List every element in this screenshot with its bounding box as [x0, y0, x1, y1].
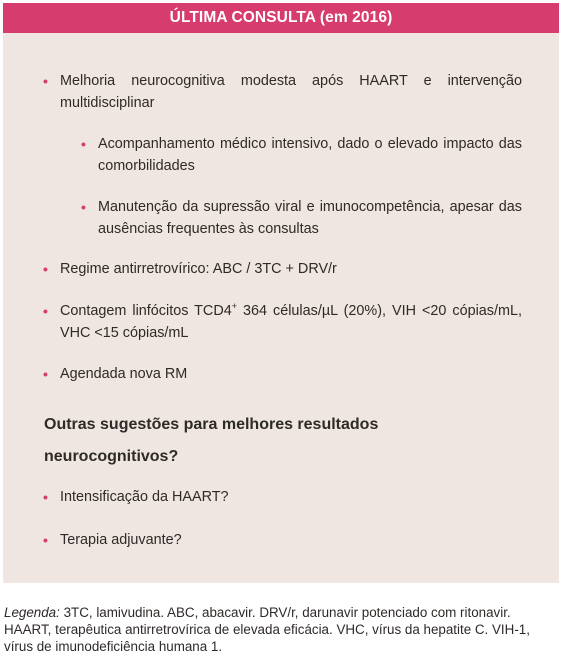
- list-item: • Regime antirretrovírico: ABC / 3TC + DRV/r: [60, 259, 522, 281]
- list-item: • Agendada nova RM: [60, 364, 522, 386]
- subheading: Outras sugestões para melhores resultados neurocognitivos?: [44, 416, 379, 465]
- bullet-icon: •: [43, 73, 48, 89]
- bullet-icon: •: [81, 199, 86, 215]
- consultation-box: [3, 3, 559, 583]
- list-item: • Terapia adjuvante?: [60, 530, 522, 552]
- bullet-icon: •: [43, 489, 48, 505]
- list-item: • Acompanhamento médico intensivo, dado o elevado impacto das comorbilidades: [81, 136, 522, 174]
- list-item: • Contagem linfócitos TCD4+ 364 células/µL (20%), VIH <20 cópias/mL, VHC <15 cópias/mL: [43, 301, 522, 341]
- box-title: ÚLTIMA CONSULTA (em 2016): [3, 3, 559, 33]
- bullet-icon: •: [81, 136, 86, 152]
- list-item: • Manutenção da supressão viral e imunocompetência, apesar das ausências frequentes às consultas: [81, 199, 522, 237]
- bullet-icon: •: [43, 261, 48, 277]
- list-item: • Melhoria neurocognitiva modesta após HAART e intervenção multidisciplinar: [43, 73, 522, 111]
- legend: [4, 604, 560, 655]
- bullet-icon: •: [43, 366, 48, 382]
- legend-text: 3TC, lamivudina. ABC, abacavir. DRV/r, darunavir potenciado com ritonavir. HAART, terapêutica antirretrovírica de elevada eficácia. VHC, vírus da hepatite C. VIH-1, vírus de imunodeficiência humana 1.: [4, 605, 530, 654]
- list-item: • Intensificação da HAART?: [60, 487, 522, 509]
- legend-label: Legenda:: [4, 605, 60, 620]
- bullet-icon: •: [43, 303, 48, 319]
- bullet-icon: •: [43, 532, 48, 548]
